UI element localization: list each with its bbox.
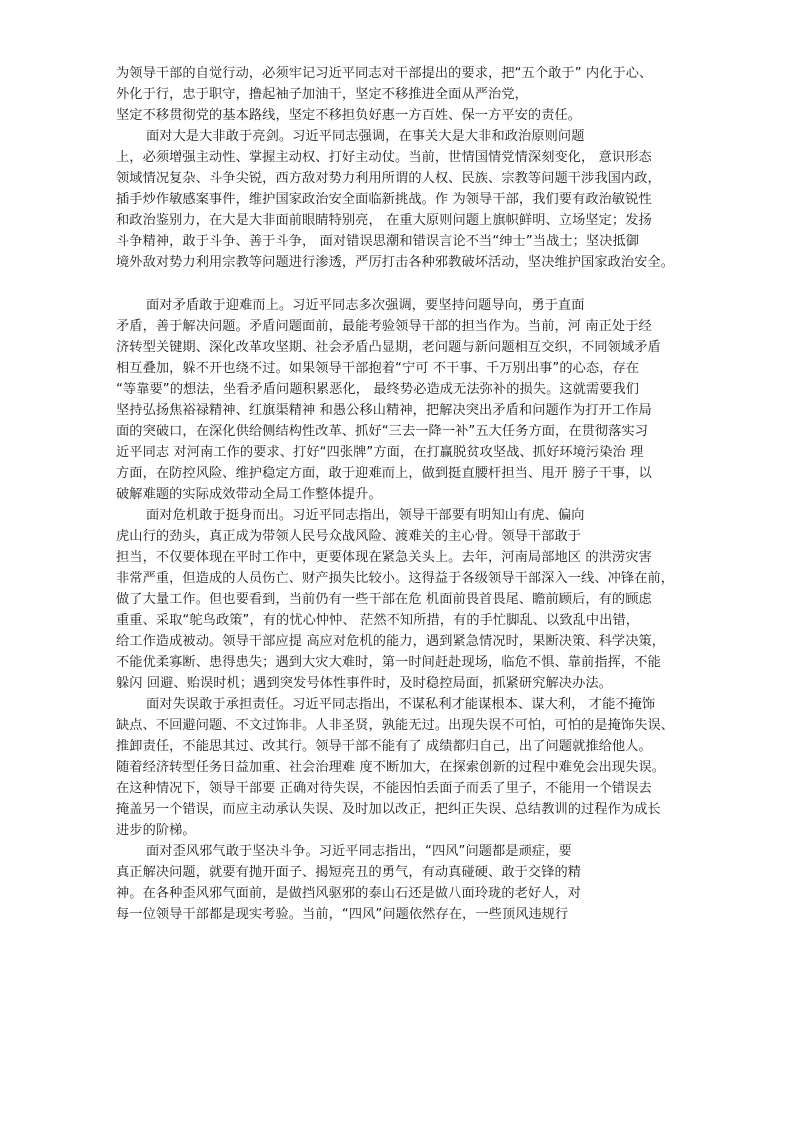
text-line: 做了大量工作。但也要看到，当前仍有一些干部在危 机面前畏首畏尾、瞻前顾后，有的顾虑 <box>116 592 652 607</box>
text-line: 躲闪 回避、贻误时机；遇到突发号体性事件时，及时稳控局面，抓紧研究解决办法。 <box>116 676 612 691</box>
text-line: 神。在各种歪风邪气面前，是做挡风驱邪的泰山石还是做八面玲珑的老好人，对 <box>116 886 582 901</box>
text-line: 面对失误敢于承担责任。习近平同志指出，不谋私利才能谋根本、谋大利， 才能不掩饰 <box>146 697 656 712</box>
text-line: 不能优柔寡断、患得患失；遇到大灾大难时，第一时间赶赴现场，临危不惧、靠前指挥，不能 <box>116 655 661 670</box>
text-line: 进步的阶梯。 <box>116 823 196 838</box>
text-line: 重重、采取“鸵鸟政策”，有的忧心忡忡、 茫然不知所措，有的手忙脚乱、以致乱中出错， <box>116 613 640 628</box>
text-line: 随着经济转型任务日益加重、社会治理难 度不断加大，在探索创新的过程中难免会出现失误。 <box>116 760 666 775</box>
text-line: 虎山行的劲头，真正成为带领人民号众战风险、渡难关的主心骨。领导干部敢于 <box>116 529 582 544</box>
text-line: 济转型关键期、深化改革攻坚期、社会矛盾凸显期，老问题与新问题相互交织，不同领域矛盾 <box>116 340 661 355</box>
text-line: 在这种情况下，领导干部要 正确对待失误，不能因怕丢面子而丢了里子，不能用一个错误去 <box>116 781 652 796</box>
text-line: 坚定不移贯彻党的基本路线，坚定不移担负好惠一方百姓、保一方平安的责任。 <box>116 108 582 123</box>
text-line: 近平同志 对河南工作的要求、打好“四张牌”方面，在打赢脱贫攻坚战、抓好环境污染治 理 <box>116 445 644 460</box>
text-line: 外化于行，忠于职守，撸起袖子加油干，坚定不移推进全面从严治党， <box>116 87 528 102</box>
text-line: 和政治鉴别力，在大是大非面前眼睛特别亮， 在重大原则问题上旗帜鲜明、立场坚定；发扬 <box>116 213 652 228</box>
text-line: 推卸责任，不能思其过、改其行。领导干部不能有了 成绩都归自己，出了问题就推给他人。 <box>116 739 652 754</box>
text-line: 面对危机敢于挺身而出。习近平同志指出，领导干部要有明知山有虎、偏向 <box>146 508 585 523</box>
text-line: 矛盾，善于解决问题。矛盾问题面前，最能考验领导干部的担当作为。当前，河 南正处于经 <box>116 319 652 334</box>
text-line: 缺点、不回避问题、不文过饰非。人非圣贤，孰能无过。出现失误不可怕，可怕的是掩饰失误、 <box>116 718 675 733</box>
text-line: 掩盖另一个错误，而应主动承认失误、及时加以改正，把纠正失误、总结教训的过程作为成长 <box>116 802 661 817</box>
text-line: 为领导干部的自觉行动，必须牢记习近平同志对干部提出的要求，把“五个敢于” 内化于心、 <box>116 66 653 81</box>
text-line: 上，必须增强主动性、掌握主动权、打好主动仗。当前，世情国情党情深刻变化， 意识形态 <box>116 150 652 165</box>
text-line: 面对歪风邪气敢于坚决斗争。习近平同志指出，“四风”问题都是顽症，要 <box>146 844 572 859</box>
text-line: 真正解决问题，就要有抛开面子、揭短亮丑的勇气，有动真碰硬、敢于交锋的精 <box>116 865 582 880</box>
text-line: 担当，不仅要体现在平时工作中，更要体现在紧急关头上。去年，河南局部地区 的洪涝灾害 <box>116 550 652 565</box>
text-line: 领域情况复杂、斗争尖锐，西方敌对势力利用所谓的人权、民族、宗教等问题干涉我国内政， <box>116 171 661 186</box>
text-line: “等靠要”的想法，坐看矛盾问题积累恶化， 最终势必造成无法弥补的损失。这就需要我们 <box>116 382 640 397</box>
text-line: 面对大是大非敢于亮剑。习近平同志强调，在事关大是大非和政治原则问题 <box>146 129 585 144</box>
text-line: 破解难题的实际成效带动全局工作整体提升。 <box>116 487 382 502</box>
text-line: 每一位领导干部都是现实考验。当前，“四风”问题依然存在，一些顶风违规行 <box>116 907 569 922</box>
text-line: 坚持弘扬焦裕禄精神、红旗渠精神 和愚公移山精神，把解决突出矛盾和问题作为打开工作局 <box>116 403 652 418</box>
text-line: 面对矛盾敢于迎难而上。习近平同志多次强调，要坚持问题导向，勇于直面 <box>146 298 585 313</box>
text-line: 境外敌对势力利用宗教等问题进行渗透，严厉打击各种邪教破坏活动，坚决维护国家政治安全。 <box>116 255 675 270</box>
text-line: 插手炒作敏感案事件，维护国家政治安全面临新挑战。作 为领导干部，我们要有政治敏锐性 <box>116 192 652 207</box>
text-line: 给工作造成被动。领导干部应提 高应对危机的能力，遇到紧急情况时，果断决策、科学决策， <box>116 634 666 649</box>
text-line: 方面，在防控风险、维护稳定方面，敢于迎难而上，做到挺直腰杆担当、甩开 膀子干事，以 <box>116 466 652 481</box>
text-line: 面的突破口，在深化供给侧结构性改革、抓好“三去一降一补”五大任务方面，在贯彻落实习 <box>116 424 649 439</box>
text-line: 相互叠加，躲不开也绕不过。如果领导干部抱着“宁可 不干事、千万别出事”的心态，存在 <box>116 361 640 376</box>
text-line: 斗争精神，敢于斗争、善于斗争， 面对错误思潮和错误言论不当“绅士”当战士；坚决抵御 <box>116 234 640 249</box>
text-line: 非常严重，但造成的人员伤亡、财产损失比较小。这得益于各级领导干部深入一线、冲锋在前， <box>116 571 675 586</box>
